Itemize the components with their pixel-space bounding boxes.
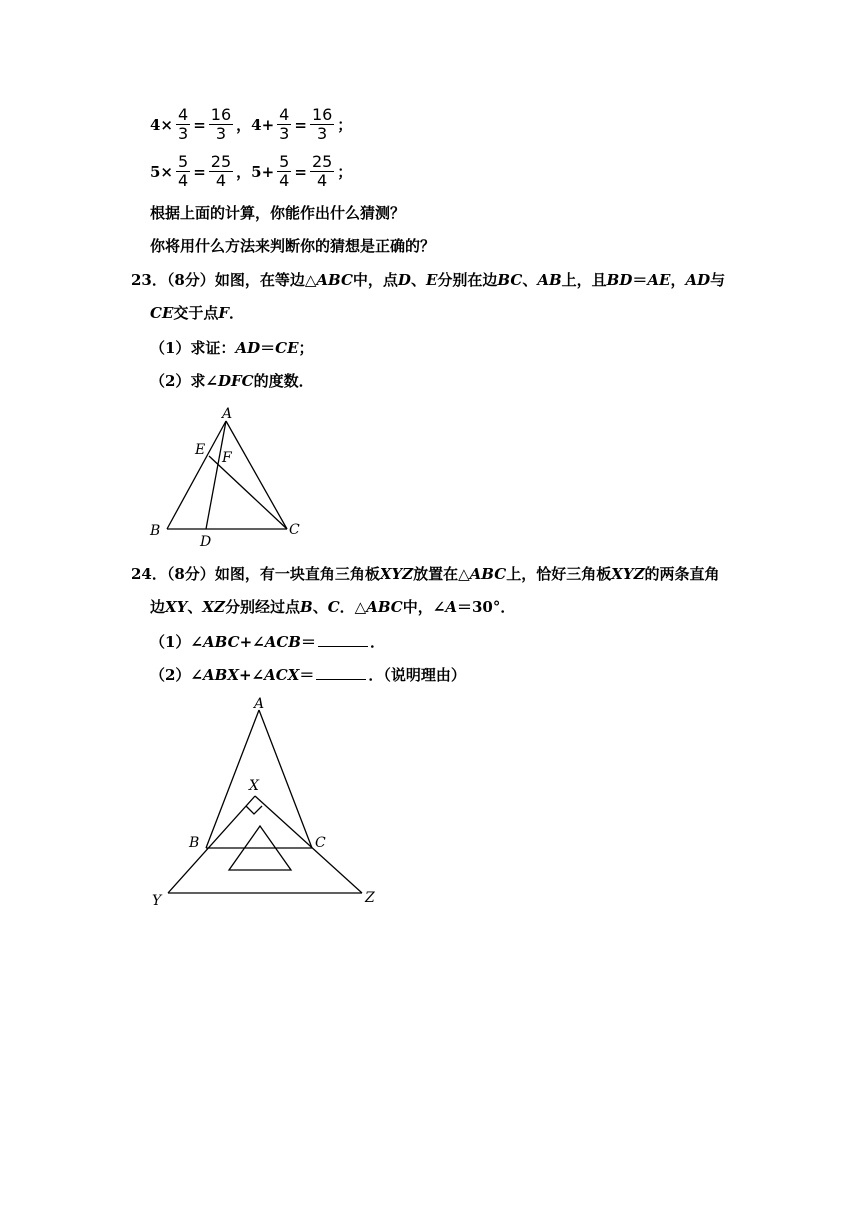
- segment-ac: [259, 710, 312, 848]
- answer-blank-1[interactable]: [318, 632, 368, 647]
- label-b: B: [189, 835, 200, 851]
- segment-ab: [167, 421, 226, 529]
- label-x: X: [249, 778, 259, 794]
- segment-ad: [206, 421, 226, 529]
- calc-question-2: 你将用什么方法来判断你的猜想是正确的？: [150, 237, 436, 255]
- segment-ce: [209, 456, 287, 529]
- problem-23-figure: [140, 400, 310, 550]
- label-a: A: [222, 406, 233, 422]
- segment-xy: [168, 796, 255, 893]
- label-f: F: [222, 450, 232, 466]
- problem-24-figure: [140, 690, 400, 915]
- calc-text: 4×: [150, 115, 174, 134]
- fraction: $\frac{25}{4}$: [210, 152, 232, 190]
- right-angle-mark: [246, 806, 262, 814]
- equals-sign: =: [193, 162, 206, 181]
- equals-sign: =: [294, 115, 307, 134]
- label-e: E: [195, 442, 206, 458]
- fraction: $\frac{4}{3}$: [178, 105, 189, 143]
- calc-text: 5+: [251, 162, 275, 181]
- label-y: Y: [152, 893, 162, 909]
- problem-23-line-2: CE交于点F．: [150, 304, 245, 322]
- separator: ，: [236, 162, 252, 181]
- fraction: $\frac{16}{3}$: [311, 105, 333, 143]
- problem-score: （8分）: [166, 271, 215, 289]
- calc-question-1: 根据上面的计算，你能作出什么猜测？: [150, 204, 406, 222]
- label-c: C: [289, 522, 300, 538]
- fraction: $\frac{25}{4}$: [311, 152, 333, 190]
- label-a: A: [254, 696, 265, 712]
- problem-number: 24．: [131, 565, 167, 583]
- answer-blank-2[interactable]: [316, 665, 366, 680]
- line-end: ；: [337, 115, 353, 134]
- problem-24-sub-2: （2）∠ABX+∠ACX＝ ．（说明理由）: [150, 666, 466, 684]
- calc-text: 4+: [251, 115, 275, 134]
- segment-ac: [226, 421, 287, 529]
- problem-23-sub-1: （1）求证：AD＝CE；: [150, 339, 314, 357]
- problem-23-sub-2: （2）求∠DFC的度数．: [150, 372, 314, 390]
- label-b: B: [150, 523, 161, 539]
- fraction: $\frac{16}{3}$: [210, 105, 232, 143]
- fraction: $\frac{4}{3}$: [279, 105, 290, 143]
- line-end: ；: [337, 162, 353, 181]
- calc-text: 5×: [150, 162, 174, 181]
- problem-24-line-2: 边XY、XZ分别经过点B、C．△ABC中，∠A＝30°．: [150, 598, 516, 616]
- calc-row-1: [150, 106, 352, 143]
- problem-number: 23．: [131, 271, 167, 289]
- fraction: $\frac{5}{4}$: [279, 152, 290, 190]
- fraction: $\frac{5}{4}$: [178, 152, 189, 190]
- segment-xz: [255, 796, 362, 893]
- problem-24-sub-1: （1）∠ABC+∠ACB＝ ．: [150, 633, 385, 651]
- label-z: Z: [365, 890, 375, 906]
- equals-sign: =: [193, 115, 206, 134]
- calc-row-2: [150, 153, 352, 190]
- problem-score: （8分）: [166, 565, 215, 583]
- label-c: C: [315, 835, 326, 851]
- label-d: D: [200, 534, 212, 550]
- equals-sign: =: [294, 162, 307, 181]
- problem-23-line-1: 23．（8分）如图，在等边△ABC中，点D、E分别在边BC、AB上，且BD＝AE，AD与: [131, 271, 726, 289]
- separator: ，: [236, 115, 252, 134]
- problem-24-line-1: 24．（8分）如图，有一块直角三角板XYZ放置在△ABC上，恰好三角板XYZ的两条直角: [131, 565, 720, 583]
